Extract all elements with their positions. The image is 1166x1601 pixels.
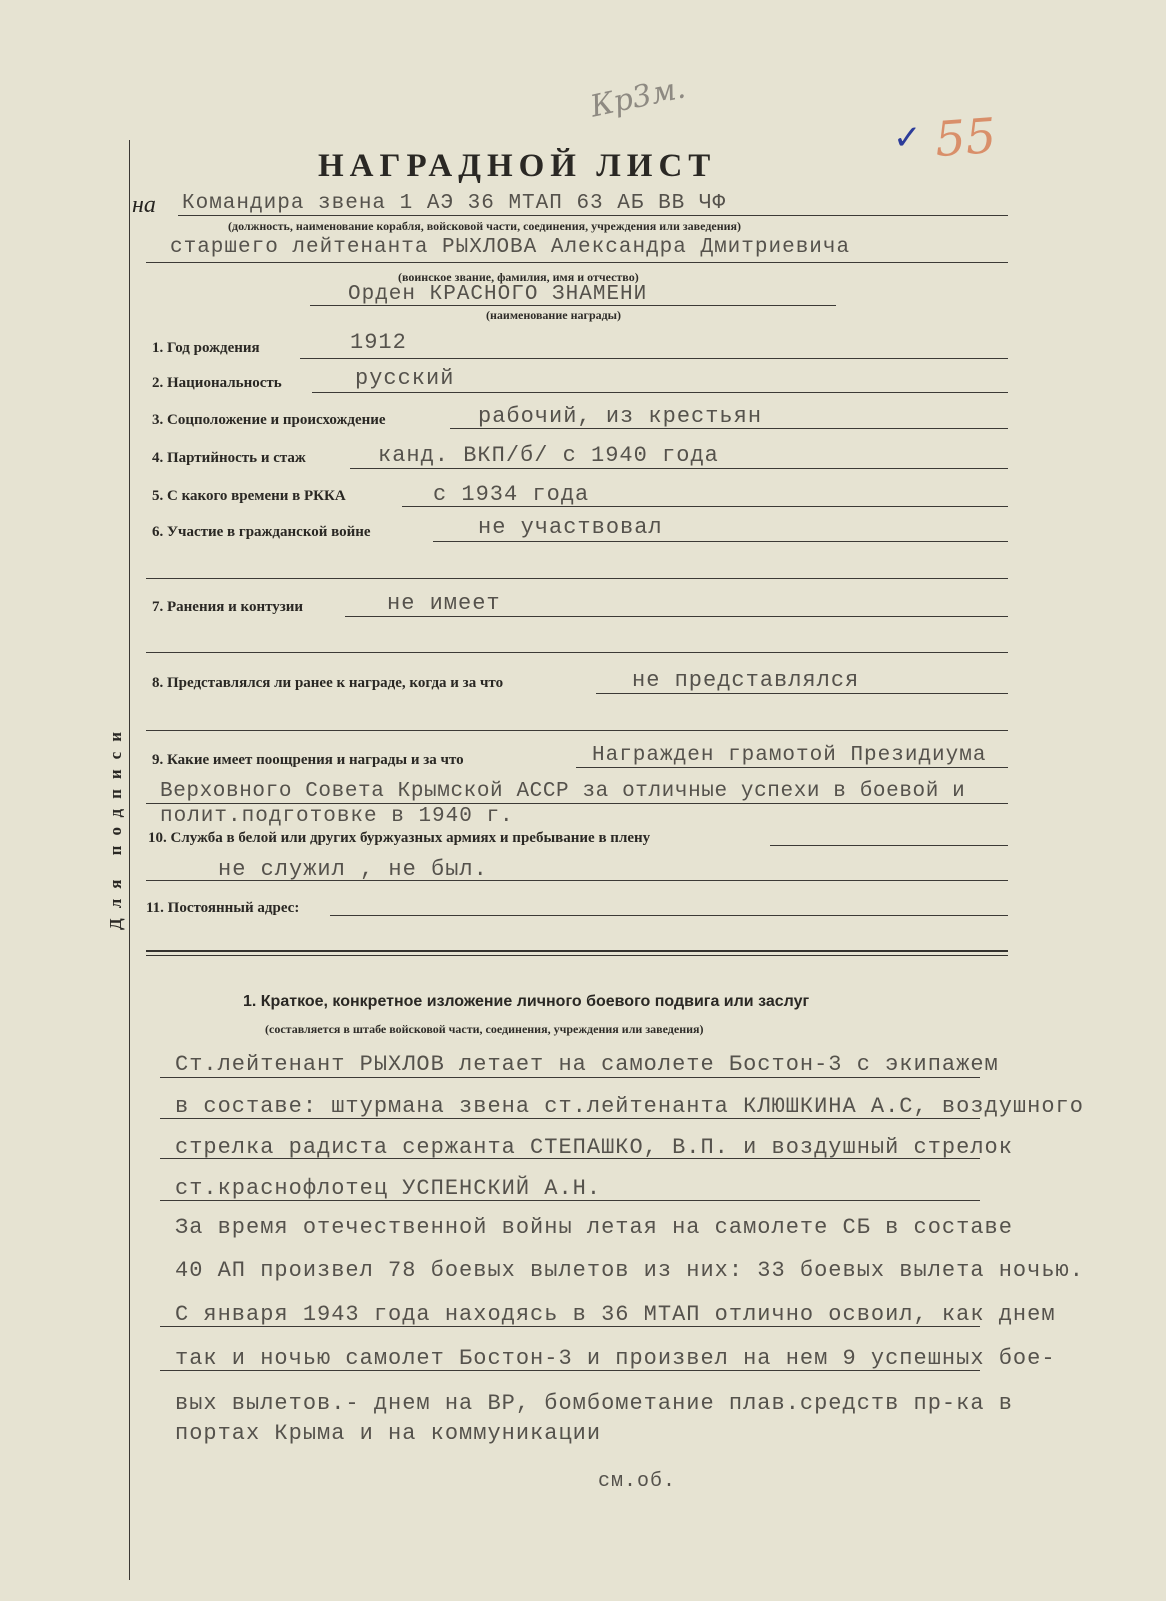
check-mark-icon: ✓ bbox=[893, 118, 922, 158]
section-divider-bottom bbox=[146, 955, 1008, 956]
field-encouragements-label: 9. Какие имеет поощрения и награды и за что bbox=[152, 752, 464, 768]
feat-line-1: Ст.лейтенант РЫХЛОВ летает на самолете Бостон-3 с экипажем bbox=[175, 1052, 999, 1077]
feat-rule bbox=[160, 1370, 980, 1371]
field-line bbox=[330, 915, 1008, 916]
field-party-value: канд. ВКП/б/ с 1940 года bbox=[378, 443, 719, 468]
feat-line-5: За время отечественной войны летая на самолете СБ в составе bbox=[175, 1215, 1013, 1240]
red-number-annotation: 55 bbox=[933, 107, 998, 169]
section-divider-top bbox=[146, 950, 1008, 952]
award-line bbox=[310, 305, 836, 306]
position-caption: (должность, наименование корабля, войсковой части, соединения, учреждения или заведения) bbox=[228, 219, 742, 233]
field-line bbox=[770, 845, 1008, 846]
field-line bbox=[576, 767, 1008, 768]
field-wounds-value: не имеет bbox=[387, 591, 501, 616]
feat-rule bbox=[160, 1118, 980, 1119]
field-line bbox=[596, 693, 1008, 694]
field-social-origin-label: 3. Соцположение и происхождение bbox=[152, 412, 386, 428]
position-value: Командира звена 1 АЭ 36 МТАП 63 АБ ВВ ЧФ bbox=[182, 192, 727, 215]
field-rkka-value: с 1934 года bbox=[433, 482, 590, 507]
feat-line-3: стрелка радиста сержанта СТЕПАШКО, В.П. и воздушный стрелок bbox=[175, 1135, 1013, 1160]
feat-section-caption: (составляется в штабе войсковой части, соединения, учреждения или заведения) bbox=[265, 1022, 704, 1036]
feat-line-2: в составе: штурмана звена ст.лейтенанта КЛЮШКИНА А.С, воздушного bbox=[175, 1094, 1084, 1119]
field-rkka-label: 5. С какого времени в РККА bbox=[152, 488, 346, 504]
feat-line-7: С января 1943 года находясь в 36 МТАП отлично освоил, как днем bbox=[175, 1302, 1056, 1327]
field-white-army-label: 10. Служба в белой или других буржуазных армиях и пребывание в плену bbox=[148, 830, 651, 846]
field-line bbox=[350, 468, 1008, 469]
pencil-annotation: Кр3м. bbox=[587, 70, 689, 125]
feat-rule bbox=[160, 1158, 980, 1159]
margin-rule bbox=[129, 140, 130, 1580]
field-line bbox=[146, 730, 1008, 731]
field-social-origin-value: рабочий, из крестьян bbox=[478, 404, 763, 429]
field-line bbox=[433, 541, 1008, 542]
field-birth-year-label: 1. Год рождения bbox=[152, 340, 260, 356]
name-caption: (воинское звание, фамилия, имя и отчество) bbox=[398, 270, 639, 284]
field-nationality-label: 2. Национальность bbox=[152, 375, 282, 391]
field-line bbox=[146, 578, 1008, 579]
field-encouragements-value: Награжден грамотой Президиума bbox=[592, 744, 987, 767]
field-line bbox=[146, 803, 1008, 804]
field-wounds-label: 7. Ранения и контузии bbox=[152, 599, 304, 615]
field-line bbox=[402, 506, 1008, 507]
field-encouragements-cont-1: Верховного Совета Крымской АССР за отличные успехи в боевой и bbox=[160, 780, 966, 803]
field-line bbox=[146, 652, 1008, 653]
field-line bbox=[146, 880, 1008, 881]
award-caption: (наименование награды) bbox=[486, 308, 622, 322]
feat-rule bbox=[160, 1326, 980, 1327]
field-civil-war-value: не участвовал bbox=[478, 515, 663, 540]
award-value: Орден КРАСНОГО ЗНАМЕНИ bbox=[348, 283, 648, 306]
field-party-label: 4. Партийность и стаж bbox=[152, 450, 306, 466]
field-nationality-value: русский bbox=[355, 366, 455, 391]
signature-side-label: Для подписи bbox=[106, 721, 125, 930]
field-line bbox=[345, 616, 1008, 617]
field-line bbox=[300, 358, 1008, 359]
document-title: НАГРАДНОЙ ЛИСТ bbox=[318, 148, 717, 184]
name-line bbox=[146, 262, 1008, 263]
field-civil-war-label: 6. Участие в гражданской войне bbox=[152, 524, 371, 540]
feat-line-10: портах Крыма и на коммуникации bbox=[175, 1421, 602, 1446]
feat-line-8: так и ночью самолет Бостон-3 и произвел на нем 9 успешных бое- bbox=[175, 1346, 1056, 1371]
field-line bbox=[312, 392, 1008, 393]
field-previous-award-value: не представлялся bbox=[632, 668, 860, 693]
na-label: на bbox=[132, 192, 156, 218]
feat-line-4: ст.краснофлотец УСПЕНСКИЙ А.Н. bbox=[175, 1176, 602, 1201]
field-birth-year-value: 1912 bbox=[350, 330, 407, 355]
position-line bbox=[178, 215, 1008, 216]
feat-rule bbox=[160, 1200, 980, 1201]
field-line bbox=[450, 428, 1008, 429]
field-address-label: 11. Постоянный адрес: bbox=[146, 900, 300, 916]
field-white-army-value: не служил , не был. bbox=[218, 857, 488, 882]
continued-note: см.об. bbox=[598, 1470, 677, 1493]
name-value: старшего лейтенанта РЫХЛОВА Александра Дмитриевича bbox=[170, 236, 851, 259]
field-encouragements-cont-2: полит.подготовке в 1940 г. bbox=[160, 805, 514, 828]
feat-line-6: 40 АП произвел 78 боевых вылетов из них: 33 боевых вылета ночью. bbox=[175, 1258, 1084, 1283]
field-previous-award-label: 8. Представлялся ли ранее к награде, когда и за что bbox=[152, 675, 504, 691]
feat-section-title: 1. Краткое, конкретное изложение личного боевого подвига или заслуг bbox=[243, 993, 810, 1010]
feat-rule bbox=[160, 1077, 980, 1078]
feat-line-9: вых вылетов.- днем на ВР, бомбометание плав.средств пр-ка в bbox=[175, 1391, 1013, 1416]
